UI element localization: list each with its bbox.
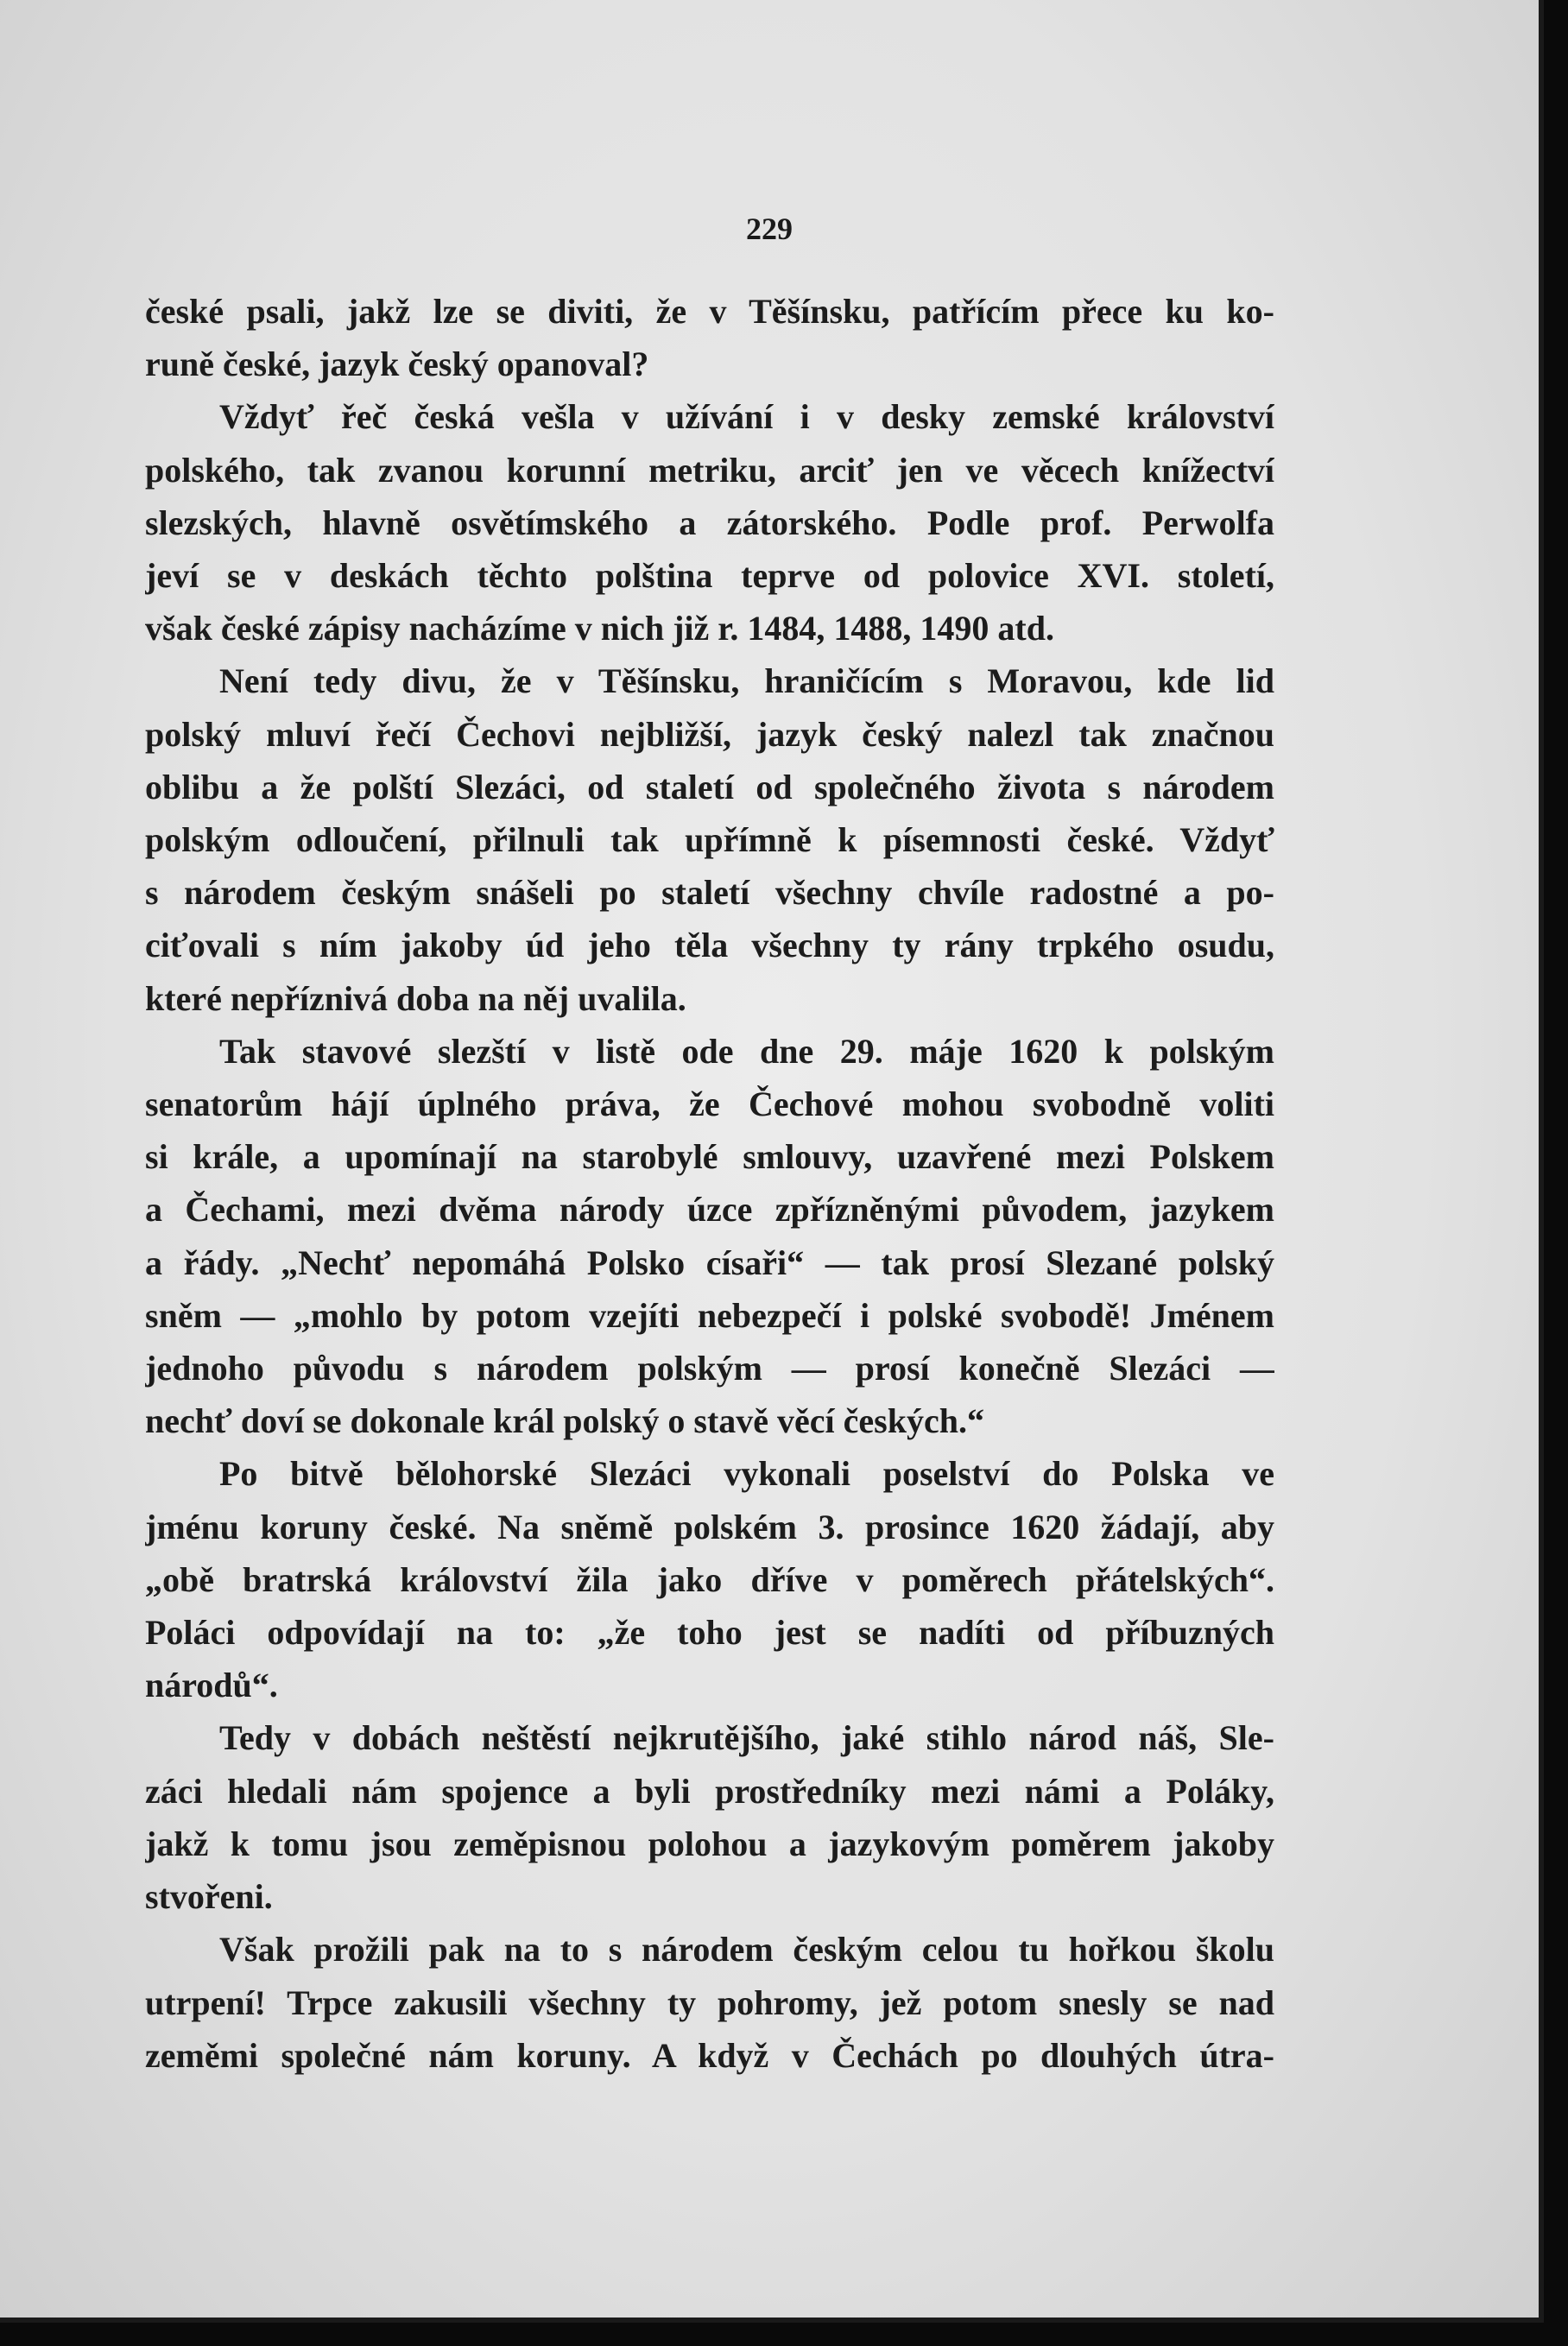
text-line: české psali, jakž lze se diviti, že v Těšínsku, patřícím přece ku ko- <box>145 292 1274 331</box>
text-line: a řády. „Nechť nepomáhá Polsko císaři“ — tak prosí Slezané polský <box>145 1243 1274 1282</box>
text-line: Vždyť řeč česká vešla v užívání i v desky zemské království <box>219 397 1274 437</box>
text-line: s národem českým snášeli po staletí všechny chvíle radostné a po- <box>145 873 1274 913</box>
body-text <box>145 285 1274 2082</box>
text-line: zeměmi společné nám koruny. A když v Čechách po dlouhých útra- <box>145 2035 1274 2075</box>
text-line: utrpení! Trpce zakusili všechny ty pohromy, jež potom snesly se nad <box>145 1982 1274 2022</box>
text-line: si krále, a upomínají na starobylé smlouvy, uzavřené mezi Polskem <box>145 1137 1274 1177</box>
text-line: Tedy v dobách neštěstí nejkrutějšího, jaké stihlo národ náš, Sle- <box>219 1718 1274 1758</box>
text-line: stvořeni. <box>145 1877 273 1917</box>
text-line: senatorům hájí úplného práva, že Čechové mohou svobodně voliti <box>145 1084 1274 1124</box>
text-line: jménu koruny české. Na sněmě polském 3. prosince 1620 žádají, aby <box>145 1507 1274 1546</box>
text-line: jednoho původu s národem polským — prosí konečně Slezáci — <box>145 1349 1274 1388</box>
text-line: polský mluví řečí Čechovi nejbližší, jazyk český nalezl tak značnou <box>145 714 1274 754</box>
text-line: sněm — „mohlo by potom vzejíti nebezpečí i polské svobodě! Jménem <box>145 1295 1274 1335</box>
text-line: Není tedy divu, že v Těšínsku, hraničícím s Moravou, kde lid <box>219 661 1274 701</box>
text-line: Však prožili pak na to s národem českým celou tu hořkou školu <box>219 1930 1274 1970</box>
text-line: jeví se v deskách těchto polština teprve od polovice XVI. století, <box>145 556 1274 596</box>
text-line: a Čechami, mezi dvěma národy úzce zpřízněnými původem, jazykem <box>145 1190 1274 1230</box>
text-line: záci hledali nám spojence a byli prostředníky mezi námi a Poláky, <box>145 1771 1274 1811</box>
text-line: slezských, hlavně osvětímského a zátorského. Podle prof. Perwolfa <box>145 503 1274 542</box>
page-number: 229 <box>746 212 793 246</box>
text-line: Poláci odpovídají na to: „že toho jest se nadíti od příbuzných <box>145 1613 1274 1653</box>
text-line: polského, tak zvanou korunní metriku, arciť jen ve věcech knížectví <box>145 450 1274 490</box>
text-line: oblibu a že polští Slezáci, od staletí od společného života s národem <box>145 767 1274 806</box>
text-line: národů“. <box>145 1666 278 1705</box>
text-line: jakž k tomu jsou zeměpisnou polohou a jazykovým poměrem jakoby <box>145 1824 1274 1863</box>
text-line: Po bitvě bělohorské Slezáci vykonali poselství do Polska ve <box>219 1454 1274 1494</box>
text-line: ciťovali s ním jakoby úd jeho těla všechny ty rány trpkého osudu, <box>145 926 1274 965</box>
text-line: Tak stavové slezští v listě ode dne 29. máje 1620 k polským <box>219 1031 1274 1071</box>
text-line: nechť doví se dokonale král polský o stavě věcí českých.“ <box>145 1401 984 1441</box>
text-line: které nepříznivá doba na něj uvalila. <box>145 978 686 1018</box>
text-line: polským odloučení, přilnuli tak upřímně k písemnosti české. Vždyť <box>145 820 1274 860</box>
text-line: však české zápisy nacházíme v nich již r. 1484, 1488, 1490 atd. <box>145 609 1054 648</box>
text-line: runě české, jazyk český opanoval? <box>145 345 649 384</box>
text-line: „obě bratrská království žila jako dříve v poměrech přátelských“. <box>145 1559 1274 1599</box>
